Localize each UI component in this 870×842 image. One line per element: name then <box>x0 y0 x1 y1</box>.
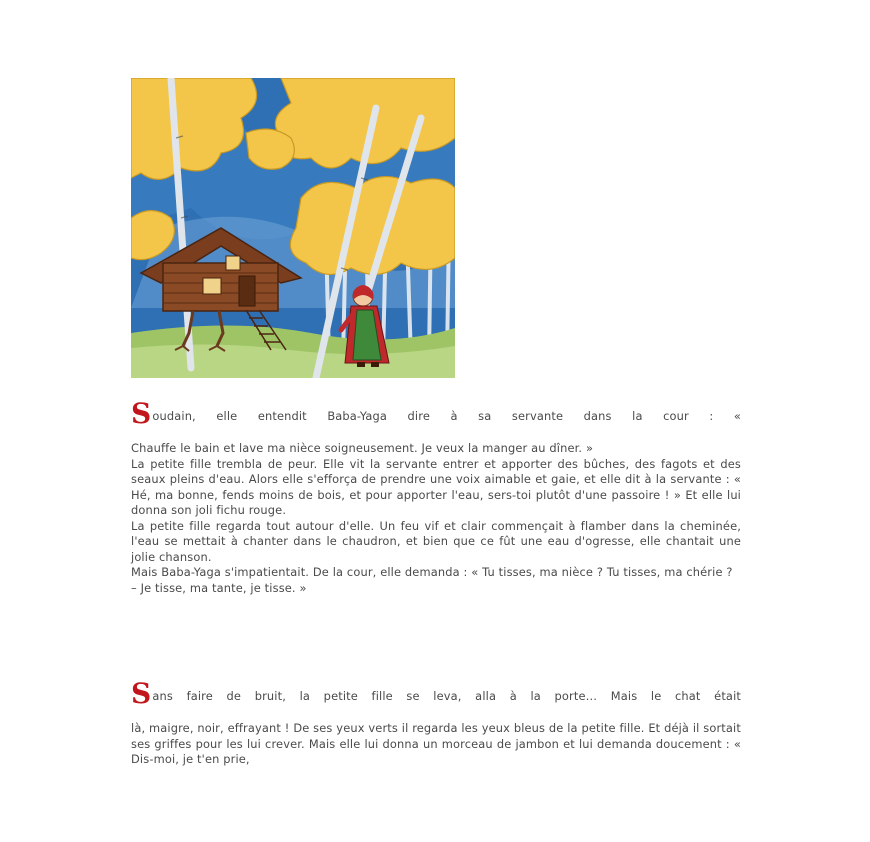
drop-cap: S <box>131 677 152 710</box>
story-illustration <box>131 78 455 378</box>
drop-cap: S <box>131 397 152 430</box>
paragraph-1-line-5: – Je tisse, ma tante, je tisse. » <box>131 580 307 595</box>
paragraph-1-first-line-text: oudain, elle entendit Baba-Yaga dire à sa servante dans la cour : « <box>152 409 741 423</box>
paragraph-1 <box>131 397 741 596</box>
paragraph-1-first-line <box>131 397 741 432</box>
paragraph-2-first-line-text: ans faire de bruit, la petite fille se leva, alla à la porte… Mais le chat était <box>152 689 741 703</box>
paragraph-2 <box>131 677 741 768</box>
paragraph-1-line-1: Chauffe le bain et lave ma nièce soigneusement. Je veux la manger au dîner. » <box>131 441 594 455</box>
paragraph-1-line-3: La petite fille regarda tout autour d'elle. Un feu vif et clair commençait à flamber dans la cheminée, l'eau se mettait à chanter dans le chaudron, et bien que ce fût une eau d'ogresse, elle chantait une jolie chanson. <box>131 518 741 564</box>
paragraph-1-line-4: Mais Baba-Yaga s'impatientait. De la cour, elle demanda : « Tu tisses, ma nièce ? Tu tisses, ma chérie ? <box>131 565 733 579</box>
paragraph-1-line-2: La petite fille trembla de peur. Elle vit la servante entrer et apporter des bûches, des fagots et des seaux pleins d'eau. Alors elle s'efforça de prendre une voix aimable et gaie, et elle dit à la servante : « Hé, ma bonne, fends moins de bois, et pour apporter l'eau, sers-toi plutôt d'une passoire ! » Et elle lui donna son joli fichu rouge. <box>131 456 741 517</box>
hut-on-chicken-legs-illustration <box>131 78 455 378</box>
paragraph-2-line-1: là, maigre, noir, effrayant ! De ses yeux verts il regarda les yeux bleus de la petite fille. Et déjà il sortait ses griffes pour les lui crever. Mais elle lui donna un morceau de jambon et lui demanda doucement : « Dis-moi, je t'en prie, <box>131 721 741 766</box>
paragraph-2-first-line <box>131 677 741 712</box>
